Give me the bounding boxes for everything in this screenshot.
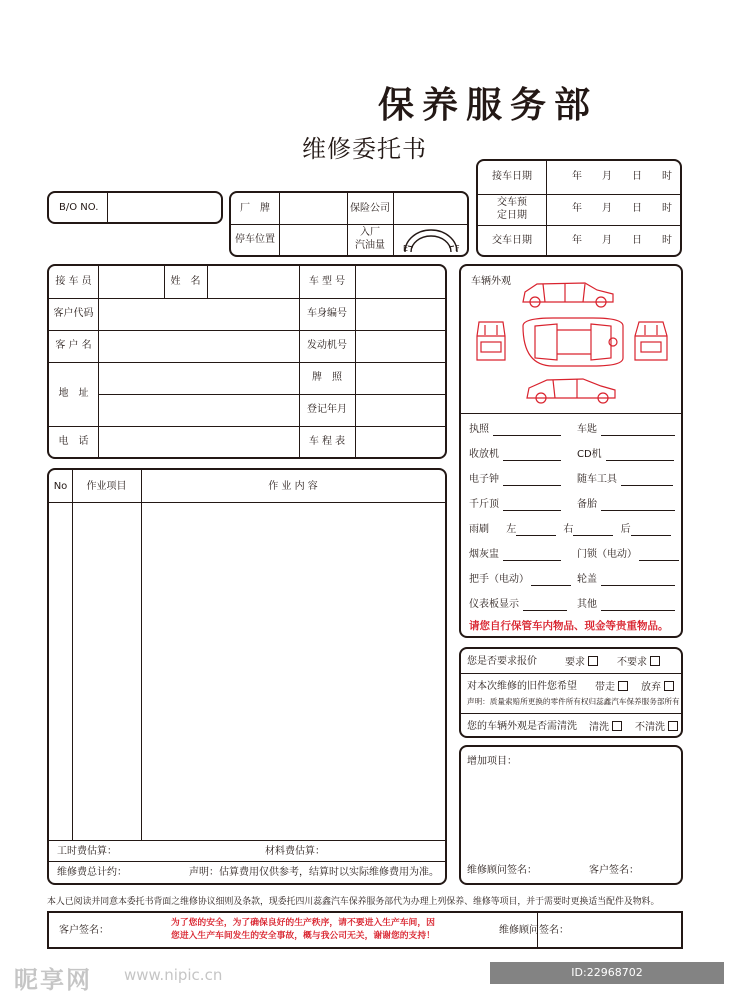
mileage-label: 车 程 表 [308,436,346,447]
take-parts-option[interactable]: 带走 [595,681,628,694]
year-unit: 年 [572,235,582,246]
other-label: 其他 [577,599,675,611]
day-unit: 日 [632,203,642,214]
hubcap-label: 轮盖 [577,574,675,586]
discard-parts-checkbox[interactable] [664,681,674,691]
watermark-logo: 昵享网 [14,966,92,994]
fuel-full-label: F [455,244,460,253]
customer-sign-label: 客户签名： [589,865,639,876]
address-label: 地 址 [58,388,89,399]
door-lock-label: 门锁（电动） [577,549,679,561]
watermark-id: ID:22968702 NO:20180607115227417000 [490,962,724,984]
dates-box [476,159,682,257]
clock-label: 电子钟 [469,474,561,486]
expected-date-label-2: 定日期 [497,210,527,221]
expected-date-label-1: 交车预 [497,197,527,208]
exterior-title: 车辆外观 [471,276,511,287]
fuel-label-1: 入厂 [360,227,380,238]
year-unit: 年 [572,171,582,182]
hour-unit: 时 [662,203,672,214]
col-item-header: 作业项目 [86,481,127,492]
col-content-header: 作 业 内 容 [268,481,318,492]
vehicle-info-box [229,191,469,257]
customer-code-label: 客户代码 [53,308,94,319]
hour-unit: 时 [662,171,672,182]
engine-label: 发动机号 [307,340,347,351]
form-subtitle: 维修委托书 [302,135,427,163]
jack-label: 千斤顶 [469,499,561,511]
quote-no-option[interactable]: 不要求 [617,656,660,669]
agreement-text: 本人已阅读并同意本委托书背面之维修协议细则及条款，现委托四川蕊鑫汽车保养服务部代为办理上列保养、维修等项目，并于需要时更换适当配件及物料。 [47,897,660,907]
labor-estimate-label: 工时费估算： [57,846,117,857]
model-label: 车 型 号 [308,276,346,287]
estimate-notice: 声明：估算费用仅供参考，结算时以实际维修费用为准。 [189,867,439,878]
year-unit: 年 [572,203,582,214]
month-unit: 月 [602,203,612,214]
ashtray-label: 烟灰盅 [469,549,561,561]
parking-label: 停车位置 [235,234,275,245]
wash-option[interactable]: 清洗 [589,721,622,734]
phone-label: 电 话 [58,436,89,447]
reg-date-label: 登记年月 [307,404,347,415]
dashboard-label: 仪表板显示 [469,599,567,611]
hour-unit: 时 [662,235,672,246]
insurer-label: 保险公司 [350,203,390,214]
quote-no-checkbox[interactable] [650,656,660,666]
day-unit: 日 [632,171,642,182]
day-unit: 日 [632,235,642,246]
receiver-label: 接 车 员 [55,276,92,287]
plate-label: 牌 照 [312,372,342,383]
brand-label: 厂 牌 [240,203,270,214]
fuel-empty-label: E [403,244,409,253]
handle-label: 把手（电动） [469,574,571,586]
customer-name-label: 客 户 名 [55,340,92,351]
wash-checkbox[interactable] [612,721,622,731]
wiper-label: 雨刷 左 右 后 [469,524,671,536]
exterior-check-box [459,264,683,638]
vin-label: 车身编号 [307,308,347,319]
quote-yes-checkbox[interactable] [588,656,598,666]
car-diagram-icon [473,280,671,410]
footer-customer-sign-label: 客户签名： [59,925,109,936]
no-wash-option[interactable]: 不清洗 [635,721,678,734]
cd-label: CD机 [577,449,674,461]
no-wash-checkbox[interactable] [668,721,678,731]
watermark-url: www.nipic.cn [124,966,223,984]
customer-info-box [47,264,447,459]
material-estimate-label: 材料费估算： [265,846,325,857]
bo-number-box [47,191,223,224]
month-unit: 月 [602,235,612,246]
total-estimate-label: 维修费总计约： [57,867,127,878]
options-box [459,647,683,738]
fuel-gauge-icon [399,226,463,254]
take-parts-checkbox[interactable] [618,681,628,691]
col-no-header: No [53,481,68,492]
footer-advisor-sign-label: 维修顾问签名： [499,925,569,936]
safety-notice-line-1: 为了您的安全，为了确保良好的生产秩序，请不要进入生产车间，因 [171,918,435,928]
advisor-sign-label: 维修顾问签名： [467,865,537,876]
month-unit: 月 [602,171,612,182]
delivery-date-label: 交车日期 [492,235,532,246]
name-label: 姓 名 [170,276,201,287]
license-label: 执照 [469,424,561,436]
valuables-warning: 请您自行保管车内物品、现金等贵重物品。 [469,620,669,632]
quote-yes-option[interactable]: 要求 [565,656,598,669]
wash-question: 您的车辆外观是否需清洗 [467,721,577,732]
old-parts-question: 对本次维修的旧件您希望 [467,681,577,692]
bo-number-label: B/O NO. [59,202,99,213]
additional-items-label: 增加项目： [467,756,517,767]
signature-row [47,911,683,949]
discard-parts-option[interactable]: 放弃 [641,681,674,694]
additional-items-box [459,745,683,885]
spare-label: 备胎 [577,499,675,511]
quote-question: 您是否要求报价 [467,656,537,667]
receive-date-label: 接车日期 [492,171,532,182]
safety-notice-line-2: 您进入生产车间发生的安全事故，概与我公司无关，谢谢您的支持！ [171,931,435,941]
key-label: 车匙 [577,424,675,436]
parts-notice: 声明：质量索赔所更换的零件所有权归蕊鑫汽车保养服务部所有 [467,697,680,706]
work-items-box [47,468,447,885]
fuel-label-2: 汽油量 [355,240,385,251]
form-title: 保养服务部 [378,85,599,126]
tools-label: 随车工具 [577,474,673,486]
radio-label: 收放机 [469,449,561,461]
